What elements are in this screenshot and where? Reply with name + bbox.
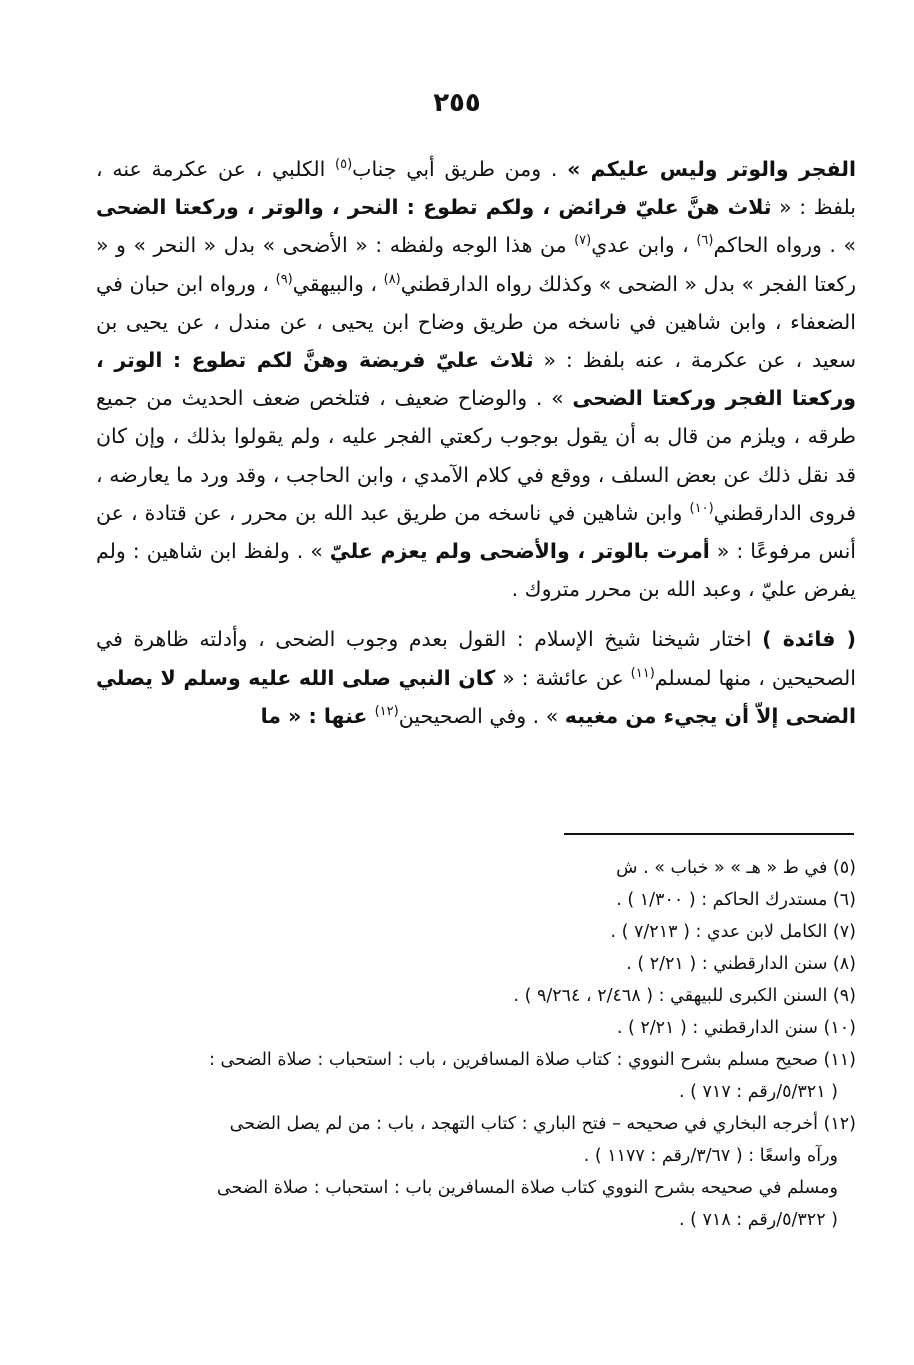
footnote-8: (٨) سنن الدارقطني : ( ٢/٢١ ) . <box>626 954 856 974</box>
paragraph-2 <box>96 620 856 735</box>
footnote-11-continued: ( ٥/٣٢١/رقم : ٧١٧ ) . <box>679 1082 838 1102</box>
text-run: اختار شيخنا شيخ الإسلام : القول بعدم وجوب الضحى ، وأدلته ظاهرة في الصحيحين ، منها لمسلم <box>96 627 856 690</box>
text-run: من هذا الوجه ولفظه : « الأضحى » بدل « النحر » و « ركعتا الفجر » بدل « الضحى » وكذلك رواه الدارقطني <box>96 233 857 296</box>
footnote-divider <box>564 833 854 835</box>
text-run: وابن شاهين في ناسخه من طريق عبد الله بن محرر ، عن قتادة ، عن أنس مرفوعًا : « <box>96 500 857 564</box>
footnote-12-muslim-continued: ( ٥/٣٢٢/رقم : ٧١٨ ) . <box>679 1210 838 1230</box>
footnote-10: (١٠) سنن الدارقطني : ( ٢/٢١ ) . <box>616 1018 856 1038</box>
text-run: » . والوضاح ضعيف ، فتلخص ضعف الحديث من جميع طرقه ، ويلزم من قال به أن يقول بوجوب ركعتي الفجر عليه ، ولم يقولوا بذلك ، وإن كان قد نقل ذلك عن بعض السلف ، ووقع في كلام الآمدي ، وابن الحاجب ، وقد ورد ما يعارضه ، فروى الدارقطني <box>96 386 856 525</box>
text-run: عن عائشة : « <box>495 665 631 690</box>
footnote-ref-10[interactable]: (١٠) <box>689 501 714 516</box>
text-run: . ومن طريق أبي جناب <box>352 157 568 181</box>
text-run: الكلبي ، عن عكرمة عنه ، بلفظ : « <box>96 157 856 220</box>
footnote-ref-12[interactable]: (١٢) <box>374 704 399 720</box>
quote-bold: عنها : « ما <box>260 703 375 728</box>
text-run: ، والبيهقي <box>292 271 384 296</box>
text-run: » . ورواه الحاكم <box>713 233 856 258</box>
footnote-ref-7[interactable]: (٧) <box>574 233 592 249</box>
footnote-12-continued: ورآه واسعًا : ( ٣/٦٧/رقم : ١١٧٧ ) . <box>583 1146 838 1166</box>
page-number: ٢٥٥ <box>433 88 481 118</box>
footnote-9: (٩) السنن الكبرى للبيهقي : ( ٢/٤٦٨ ، ٩/٢٦٤ ) . <box>513 986 856 1006</box>
footnote-11: (١١) صحيح مسلم بشرح النووي : كتاب صلاة المسافرين ، باب : استحباب : صلاة الضحى : <box>209 1050 856 1070</box>
section-label: ( فائدة ) <box>762 627 856 652</box>
quote-bold: ثلاث عليّ فريضة وهنَّ لكم تطوع : الوتر ، وركعتا الفجر وركعتا الضحى <box>96 348 857 411</box>
quote-bold: كان النبي صلى الله عليه وسلم لا يصلي الضحى إلاّ أن يجيء من مغيبه <box>96 665 856 728</box>
text-run: ، وابن عدي <box>591 233 697 258</box>
footnotes <box>96 852 856 1236</box>
footnote-5: (٥) في ط « هـ » « خباب » . ش <box>616 858 856 878</box>
text-run: ، ورواه ابن حبان في الضعفاء ، وابن شاهين في ناسخه من طريق وضاح ابن يحيى ، عن مندل ، عن يحيى بن سعيد ، عن عكرمة ، عنه بلفظ : « <box>96 271 856 373</box>
quote-bold: ثلاث هنَّ عليّ فرائض ، ولكم تطوع : النحر ، والوتر ، وركعتا الضحى <box>96 195 772 220</box>
text-run: » . ولفظ ابن شاهين : ولم يفرض عليّ ، وعبد الله بن محرر متروك . <box>96 539 856 602</box>
footnote-ref-9[interactable]: (٩) <box>275 271 293 287</box>
main-text <box>96 150 856 735</box>
text-run: » . وفي الصحيحين <box>398 703 565 728</box>
quote-bold: الفجر والوتر وليس عليكم » <box>567 157 857 181</box>
footnote-12-muslim: ومسلم في صحيحه بشرح النووي كتاب صلاة المسافرين باب : استحباب : صلاة الضحى <box>216 1178 838 1198</box>
paragraph-1 <box>96 150 856 608</box>
footnote-ref-11[interactable]: (١١) <box>630 665 655 681</box>
quote-bold: أمرت بالوتر ، والأضحى ولم يعزم عليّ <box>329 539 710 564</box>
footnote-12: (١٢) أخرجه البخاري في صحيحه – فتح الباري : كتاب التهجد ، باب : من لم يصل الضحى <box>229 1114 856 1134</box>
footnote-ref-8[interactable]: (٨) <box>383 271 401 287</box>
footnote-6: (٦) مستدرك الحاكم : ( ١/٣٠٠ ) . <box>616 890 856 910</box>
footnote-ref-5[interactable]: (٥) <box>335 157 353 173</box>
footnote-ref-6[interactable]: (٦) <box>696 233 714 249</box>
footnote-7: (٧) الكامل لابن عدي : ( ٧/٢١٣ ) . <box>610 922 856 942</box>
